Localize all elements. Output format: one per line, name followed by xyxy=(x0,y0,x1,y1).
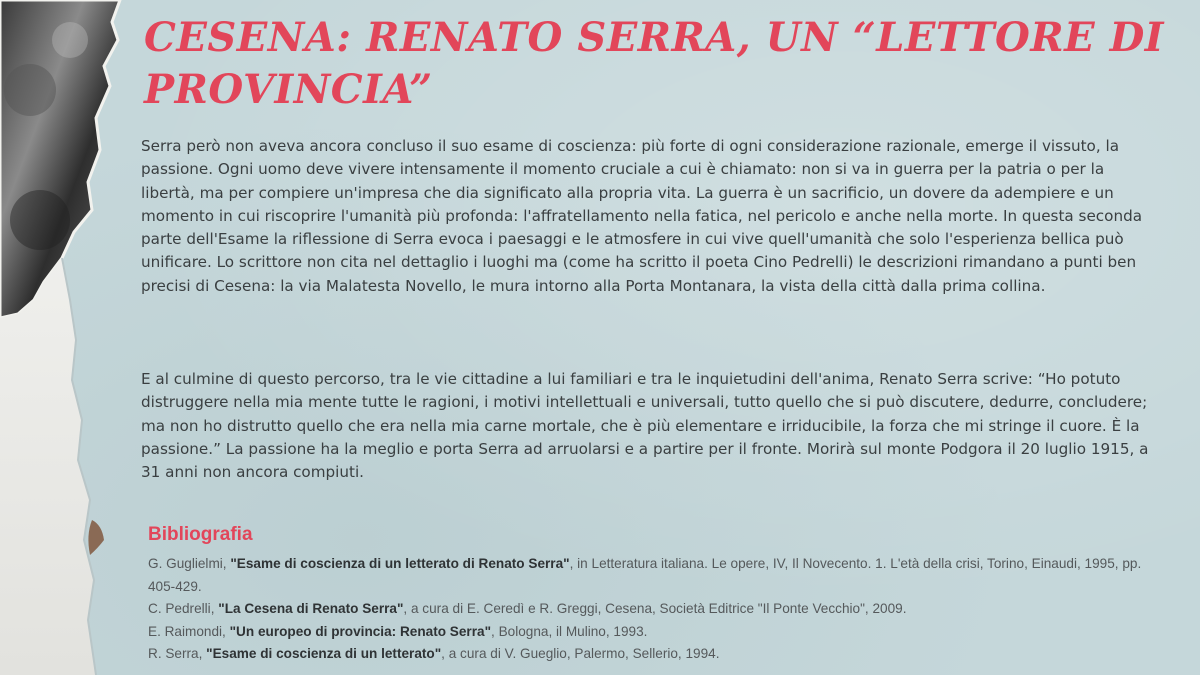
entry-title: "La Cesena di Renato Serra" xyxy=(218,601,404,616)
entry-title: "Esame di coscienza di un letterato" xyxy=(206,646,442,661)
bibliography-entry xyxy=(148,621,1168,644)
body-paragraph: Serra però non aveva ancora concluso il suo esame di coscienza: più forte di ogni considerazione razionale, emerge il vissuto, la passione. Ogni uomo deve vivere intensamente il momento cruciale a cui è chiamato: non si va in guerra per la patria o per la libertà, ma per compiere un'impresa che dia significato alla propria vita. La guerra è un sacrificio, un dovere da adempiere e un momento in cui riscoprire l'umanità più profonda: l'affratellamento nella fatica, nel pericolo e anche nella morte. In questa seconda parte dell'Esame la riflessione di Serra evoca i paesaggi e le atmosfere in cui vive quell'umanità che solo l'esperienza bellica può unificare. Lo scrittore non cita nel dettaglio i luoghi ma (come ha scritto il poeta Cino Pedrelli) le descrizioni rimandano a punti ben precisi di Cesena: la via Malatesta Novello, le mura intorno alla Porta Montanara, la vista della città dalla prima collina. xyxy=(141,137,1143,295)
bibliography-heading: Bibliografia xyxy=(148,524,253,545)
entry-author: G. Guglielmi, xyxy=(148,556,231,571)
entry-details: , in Letteratura italiana. Le opere, IV, Il Novecento. 1. L'età della crisi, Torino, Einaudi, 1995, pp. 405-429. xyxy=(148,556,1142,594)
bibliography-entry xyxy=(148,643,1168,666)
bibliography-entry xyxy=(148,598,1168,621)
bibliography-entry xyxy=(148,553,1168,598)
body-paragraph: E al culmine di questo percorso, tra le vie cittadine a lui familiari e tra le inquietudini dell'anima, Renato Serra scrive: “Ho potuto distruggere nella mia mente tutte le ragioni, i motivi intellettuali e universali, tutto quello che si può discutere, dedurre, concludere; ma non ho distrutto quello che era nella mia carne mortale, che è più elementare e irriducibile, la forza che mi stringe il cuore. È la passione.” La passione ha la meglio e porta Serra ad arruolarsi e a partire per il fronte. Morirà sul monte Podgora il 20 luglio 1915, a 31 anni non ancora compiuti. xyxy=(141,370,1149,482)
entry-details: , a cura di E. Ceredì e R. Greggi, Cesena, Società Editrice "Il Ponte Vecchio", 2009. xyxy=(403,601,907,616)
bibliography-list xyxy=(148,553,1168,666)
entry-author: R. Serra, xyxy=(148,646,207,661)
entry-title: "Un europeo di provincia: Renato Serra" xyxy=(229,623,492,639)
entry-author: E. Raimondi, xyxy=(148,623,230,639)
page-title: CESENA: RENATO SERRA, UN “LETTORE DI PROVINCIA” xyxy=(144,14,1164,113)
torn-photo-icon xyxy=(0,0,140,675)
entry-details: , Bologna, il Mulino, 1993. xyxy=(491,623,648,639)
entry-author: C. Pedrelli, xyxy=(148,601,219,616)
entry-details: , a cura di V. Gueglio, Palermo, Sellerio, 1994. xyxy=(441,646,720,661)
entry-title: "Esame di coscienza di un letterato di Renato Serra" xyxy=(230,556,570,571)
